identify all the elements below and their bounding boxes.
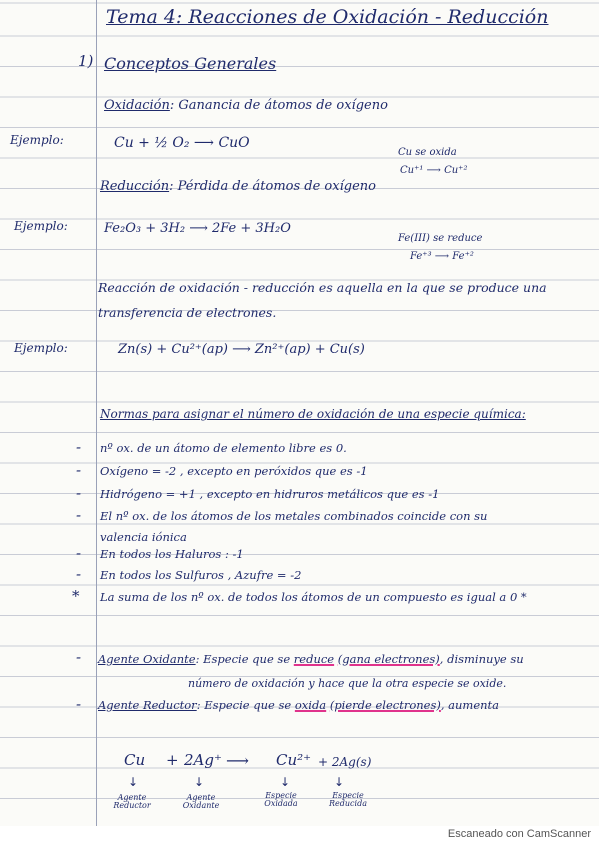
rule-text: En todos los Sulfuros , Azufre = -2	[100, 568, 302, 582]
reduccion-label: Reducción	[100, 179, 170, 194]
rule-text: La suma de los nº ox. de todos los átomos de un compuesto es igual a 0 *	[100, 590, 527, 604]
agente-reductor-definition	[98, 700, 499, 712]
reduccion-definition	[100, 180, 376, 193]
label-especie-reducida: Especie Reducida	[329, 791, 367, 808]
down-arrow-icon: ↓	[334, 775, 345, 789]
agente-oxidante-definition	[98, 654, 524, 666]
page-title: Tema 4: Reacciones de Oxidación - Reducción	[106, 6, 549, 28]
eq-ag-ion: 2Ag⁺	[184, 751, 222, 769]
pierde-electrones-highlight: (pierde electrones)	[329, 698, 441, 712]
rule-bullet: -	[76, 461, 82, 479]
oxida-highlight: oxida	[294, 698, 327, 712]
agente-oxidante-line-2: número de oxidación y hace que la otra especie se oxide.	[188, 677, 507, 690]
rule-text: nº ox. de un átomo de elemento libre es 0.	[100, 441, 347, 455]
oxidacion-label: Oxidación	[104, 98, 170, 113]
scanner-footer	[0, 826, 599, 848]
agente-reductor-text-a: : Especie que se	[196, 698, 295, 712]
rule-text: En todos los Haluros : -1	[100, 547, 244, 561]
rule-text: Oxígeno = -2 , excepto en peróxidos que es -1	[100, 464, 368, 478]
agente-reductor-label: Agente Reductor	[98, 698, 197, 712]
rule-text: El nº ox. de los átomos de los metales combinados coincide con su	[100, 509, 488, 523]
oxidacion-definition	[104, 99, 388, 112]
ejemplo-3-equation: Zn(s) + Cu²⁺(ap) ⟶ Zn²⁺(ap) + Cu(s)	[118, 342, 365, 357]
reduce-highlight: reduce	[293, 652, 335, 666]
eq-arrow: ⟶	[226, 751, 249, 770]
ejemplo-1-label: Ejemplo:	[10, 133, 64, 147]
section-number: 1)	[78, 52, 94, 70]
ejemplo-3-label: Ejemplo:	[14, 341, 68, 355]
ejemplo-2-note-2: Fe⁺³ ⟶ Fe⁺²	[410, 251, 474, 262]
agente-reductor-text-b: , aumenta	[440, 698, 500, 712]
oxidacion-text: : Ganancia de átomos de oxígeno	[169, 98, 388, 113]
rule-text: Hidrógeno = +1 , excepto en hidruros metálicos que es -1	[100, 487, 440, 501]
camscanner-watermark: Escaneado con CamScanner	[447, 828, 591, 840]
label-especie-oxidada: Especie Oxidada	[264, 791, 298, 808]
label-agente-reductor: Agente Reductor	[113, 793, 151, 810]
eq-cu-ion: Cu²⁺	[276, 751, 312, 769]
margin-line	[96, 0, 97, 826]
ejemplo-2-equation: Fe₂O₃ + 3H₂ ⟶ 2Fe + 3H₂O	[104, 221, 291, 236]
rule-bullet: -	[76, 565, 82, 583]
label-agente-oxidante: Agente Oxidante	[182, 793, 220, 810]
rule-bullet: -	[76, 438, 82, 456]
redox-definition-line-1: Reacción de oxidación - reducción es aquella en la que se produce una	[98, 280, 547, 295]
rule-bullet: -	[76, 506, 82, 524]
rule-text: valencia iónica	[100, 530, 187, 544]
down-arrow-icon: ↓	[128, 775, 139, 789]
rule-bullet: -	[76, 544, 82, 562]
ejemplo-2-note: Fe(III) se reduce	[398, 233, 483, 244]
eq-plus: +	[166, 751, 179, 769]
agente-oxidante-text-b: , disminuye su	[439, 652, 524, 666]
agente-oxidante-text-a: : Especie que se	[195, 652, 294, 666]
ejemplo-1-equation: Cu + ½ O₂ ⟶ CuO	[114, 135, 250, 151]
rule-bullet: -	[76, 484, 82, 502]
ejemplo-1-note-2: Cu⁺¹ ⟶ Cu⁺²	[400, 165, 468, 176]
agente-reductor-bullet: -	[76, 695, 82, 713]
ejemplo-1-note: Cu se oxida	[398, 147, 457, 158]
agente-oxidante-label: Agente Oxidante	[98, 652, 196, 666]
ejemplo-2-label: Ejemplo:	[14, 219, 68, 233]
down-arrow-icon: ↓	[280, 775, 291, 789]
normas-heading: Normas para asignar el número de oxidación de una especie química:	[100, 407, 526, 421]
down-arrow-icon: ↓	[194, 775, 205, 789]
agente-oxidante-bullet: -	[76, 648, 82, 666]
section-heading: Conceptos Generales	[104, 54, 277, 73]
gana-electrones-highlight: (gana electrones)	[337, 652, 440, 666]
redox-definition-line-2: transferencia de electrones.	[98, 305, 277, 320]
eq-cu: Cu	[124, 751, 146, 769]
rule-bullet: *	[72, 587, 80, 605]
reduccion-text: : Pérdida de átomos de oxígeno	[169, 179, 376, 194]
eq-ag-solid: + 2Ag(s)	[318, 755, 372, 769]
